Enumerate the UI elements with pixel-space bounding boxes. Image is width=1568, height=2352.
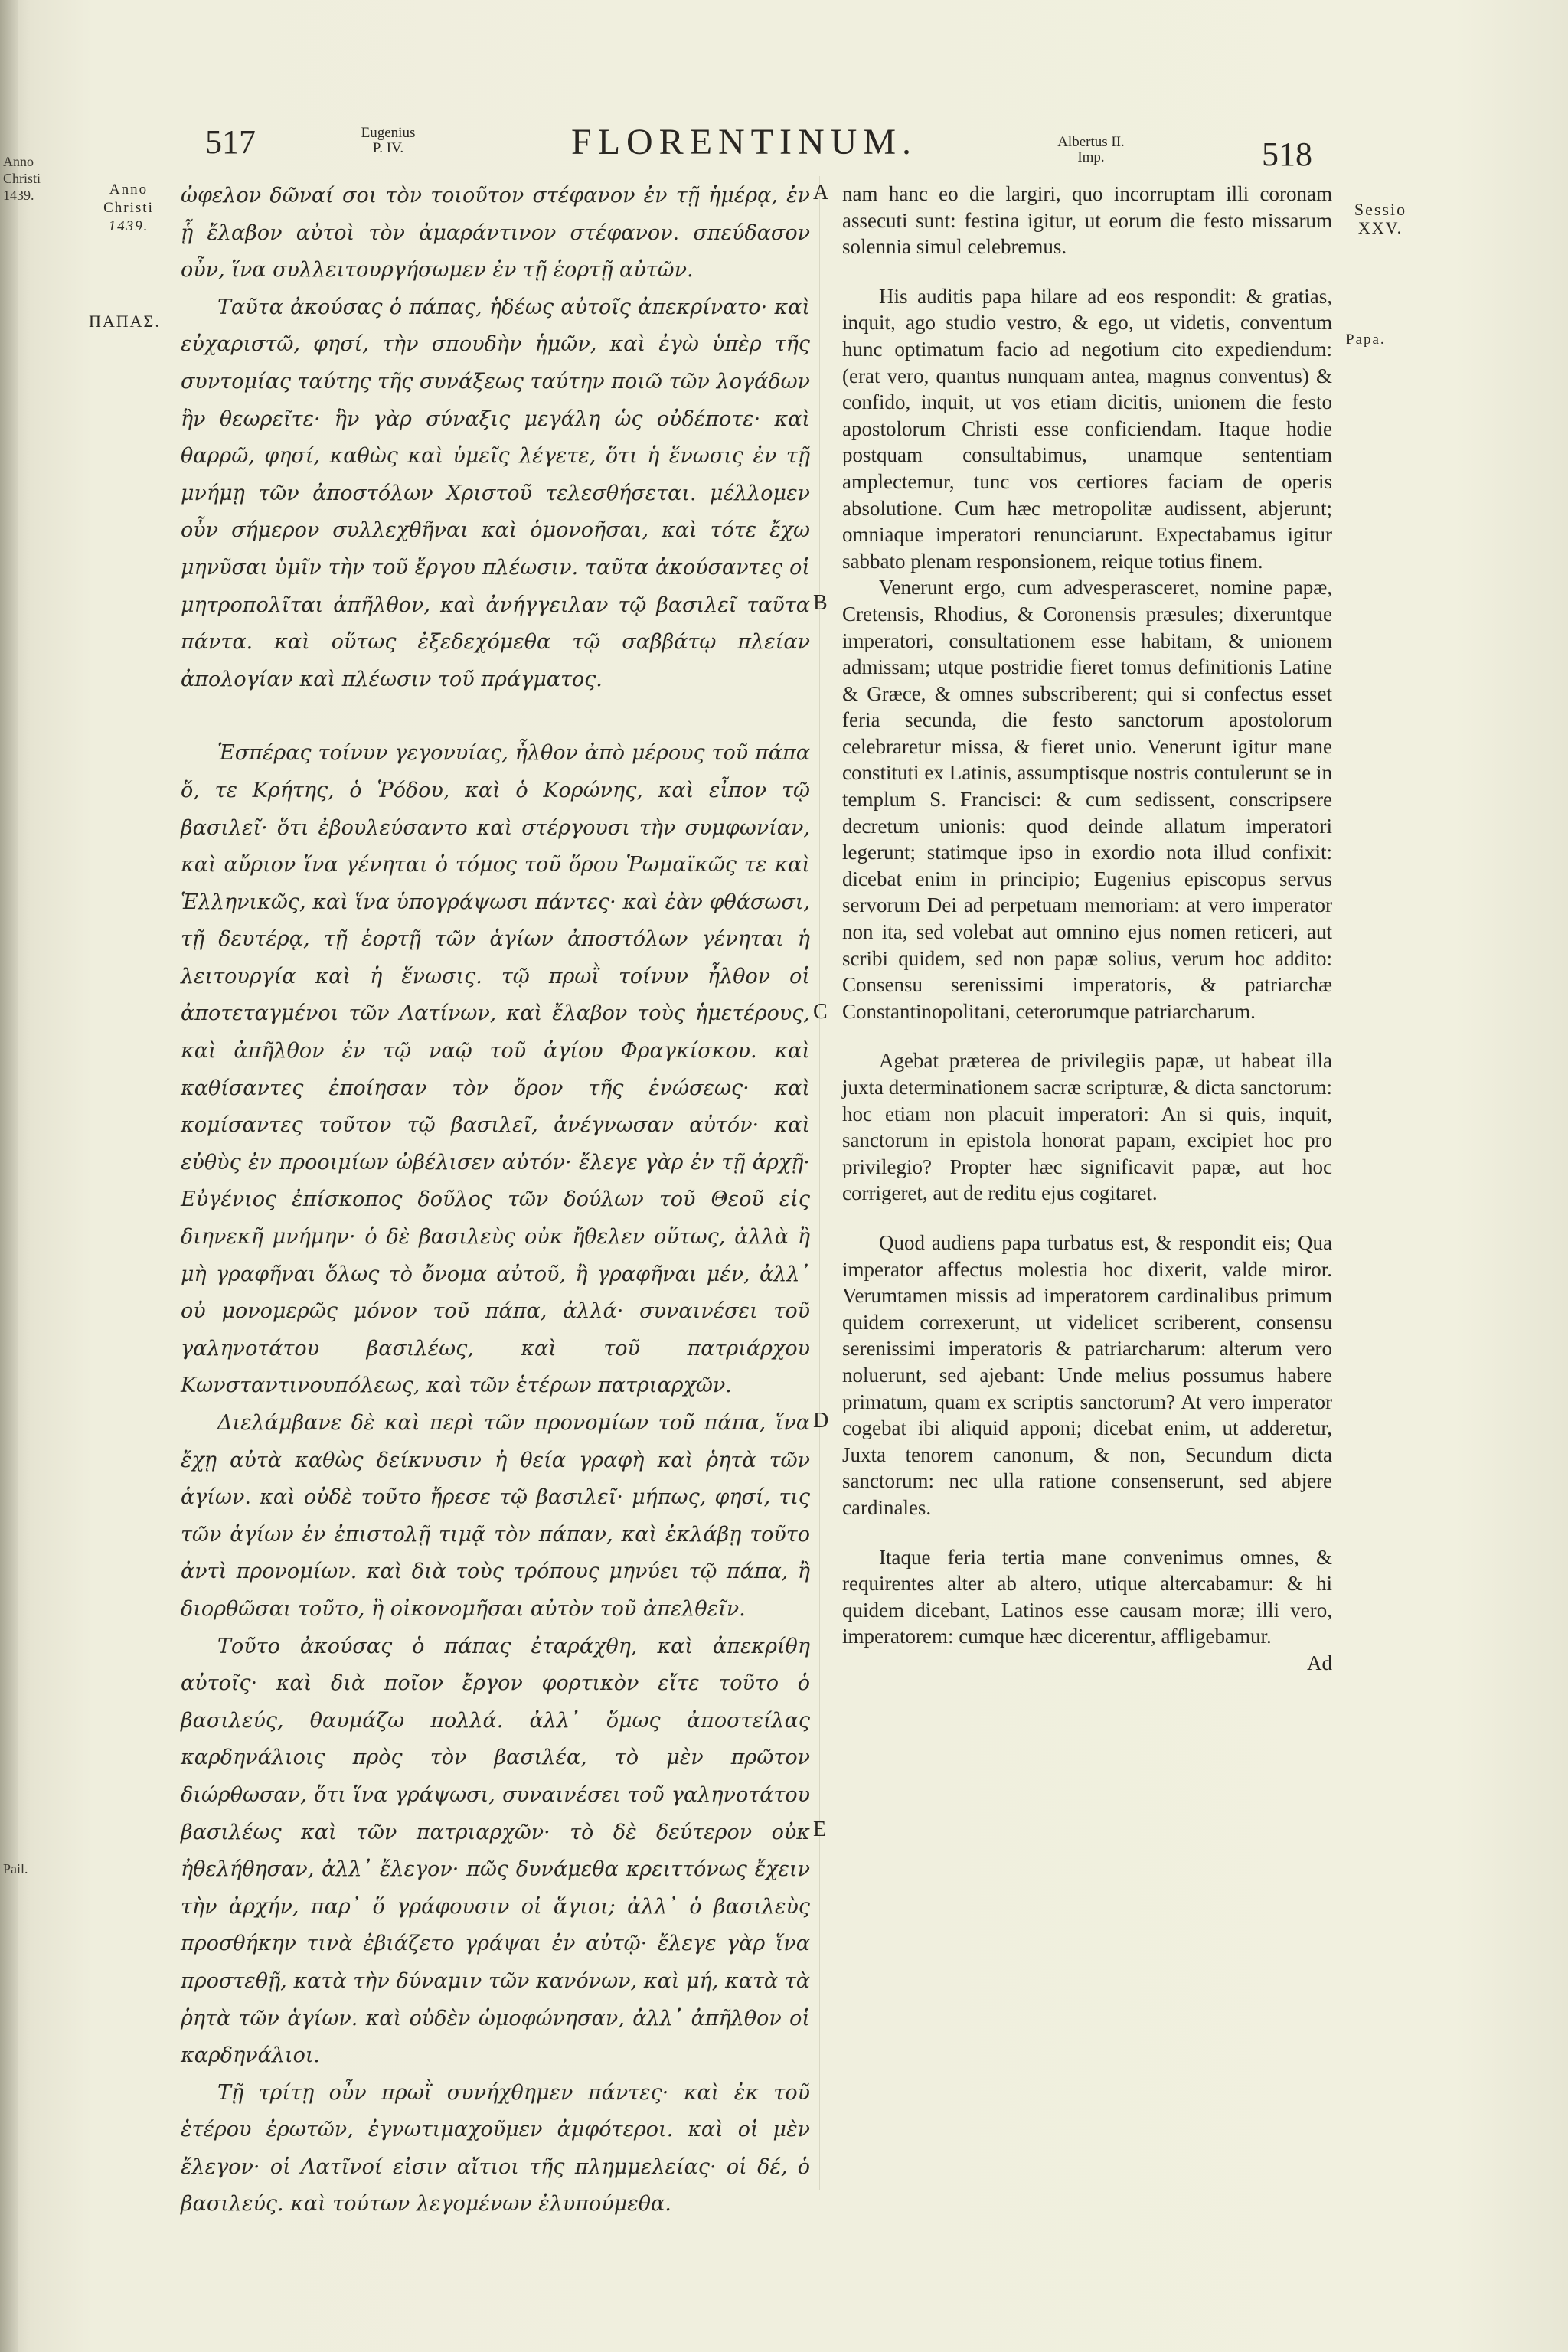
latin-paragraph: Itaque feria tertia mane convenimus omnes, & requirentes alter ab altero, utique altercabamur: & hi quidem dicebant, Latinos esse causam moræ; illi vero, imperatorem: cumque hæc dicerentur, affligebamur. (842, 1545, 1332, 1648)
section-letter-b: B (813, 591, 828, 615)
christi-label: Christi (103, 200, 154, 216)
section-letter-c: C (813, 1000, 828, 1024)
edge-line-2: Christi (3, 171, 41, 186)
emperor-title: Imp. (1077, 149, 1105, 165)
binding-edge-note (3, 153, 41, 204)
latin-paragraph: His auditis papa hilare ad eos respondit: & gratias, inquit, ago studio vestro, & ego, ut videtis, conventum hunc optimatum facio ad negotium cito expediendum: (erat vero, quantus nunquam antea, magnus conventus) & confido, inquit, ut vos etiam dicitis, unionem die festo apostolorum Christi esse conficiendam. Itaque hodie postquam consultabimus, unamque sententiam amplectemur, tunc vos certiores faciam de operis absolutione. Cum hæc metropolitæ audissent, abjerunt; omniaque imperatori renunciarunt. Expectabamus igitur sabbato plenam responsionem, reique totius finem. (842, 284, 1332, 573)
emperor-heading (1034, 135, 1148, 165)
binding-edge (0, 0, 18, 2352)
section-letter-e: E (813, 1818, 827, 1841)
latin-column (842, 181, 1332, 1676)
pope-heading (346, 126, 430, 156)
greek-paragraph: ὠφελον δῶναί σοι τὸν τοιοῦτον στέφανον ἐν τῇ ἡμέρᾳ, ἐν ᾗ ἔλαβον αὐτοὶ τὸν ἀμαράντινον στέφανον. σπεύδασον οὖν, ἵνα συλλειτουργήσωμεν ἐν τῇ ἑορτῇ αὐτῶν. (181, 184, 810, 283)
section-letter-d: D (813, 1409, 829, 1432)
edge-line-1: Anno (3, 154, 34, 169)
running-title: FLORENTINUM. (571, 122, 917, 162)
column-divider (819, 176, 820, 2190)
greek-paragraph: Ταῦτα ἀκούσας ὁ πάπας, ἡδέως αὐτοῖς ἀπεκρίνατο· καὶ εὐχαριστῶ, φησί, τὴν σπουδὴν ἡμῶν, καὶ ἐγὼ ὑπὲρ τῆς συντομίας ταύτης τῆς συνάξεως ταύτην ποιῶ τῶν λογάδων ἣν θεωρεῖτε· ἣν γὰρ σύναξις μεγάλη ὡς οὐδέποτε· καὶ θαρρῶ, φησί, καθὼς καὶ ὑμεῖς λέγετε, ὅτι ἡ ἕνωσις ἐν τῇ μνήμῃ τῶν ἀποστόλων Χριστοῦ τελεσθήσεται. μέλλομεν οὖν σήμερον συλλεχθῆναι καὶ ὁμονοῆσαι, καὶ τότε ἔχω μηνῦσαι ὑμῖν τὴν τοῦ ἔργου πλέωσιν. ταῦτα ἀκούσαντες οἱ μητροπολῖται ἀπῆλθον, καὶ ἀνήγγειλαν τῷ βασιλεῖ ταῦτα πάντα. καὶ οὕτως ἐξεδεχόμεθα τῷ σαββάτῳ πλείαν ἀπολογίαν καὶ πλέωσιν τοῦ πράγματος. (181, 295, 810, 691)
section-letter-a: A (813, 181, 829, 204)
latin-paragraph: Venerunt ergo, cum advesperasceret, nomine papæ, Cretensis, Rhodius, & Coronensis præsules; dixeruntque imperatori, consultationem esse habitam, & unionem admissam; utque postridie fieret tomus definitionis Latine & Græce, & omnes subscriberent; qui si confectus esset feria secunda, die festo sanctorum apostolorum celebraretur missa, & fieret unio. Venerunt igitur mane constituti ex Latinis, assumptisque nostris contulerunt se in templum S. Francisci: & cum sedissent, conscripsere decretum unionis: quod deinde allatum imperatori legerunt; statimque ipso in exordio nota illud confixit: dicebat enim in principio; Eugenius episcopus servus servorum Dei ad perpetuam memoriam: at vero imperator non ita, sed volebat aut omnino ejus nomen reticeri, aut scribi quidem, sed non papæ solius, verum hoc addito: Consensu serenissimi imperatoris, & patriarchæ Constantinopolitani, ceterorumque patriarcharum. (842, 576, 1332, 1023)
emperor-name: Albertus II. (1057, 134, 1125, 150)
session-margin-note (1331, 201, 1430, 237)
greek-paragraph: Ἑσπέρας τοίνυν γεγονυίας, ἦλθον ἀπὸ μέρους τοῦ πάπα ὅ, τε Κρήτης, ὁ Ῥόδου, καὶ ὁ Κορώνης, καὶ εἶπον τῷ βασιλεῖ· ὅτι ἐβουλεύσαντο καὶ στέργουσι τὴν συμφωνίαν, καὶ αὔριον ἵνα γένηται ὁ τόμος τοῦ ὅρου Ῥωμαϊκῶς τε καὶ Ἑλληνικῶς, καὶ ἵνα ὑπογράψωσι πάντες· καὶ ἐὰν φθάσωσι, τῇ δευτέρᾳ, τῇ ἑορτῇ τῶν ἁγίων ἀποστόλων γένηται ἡ λειτουργία καὶ ἡ ἕνωσις. τῷ πρωῒ τοίνυν ἦλθον οἱ ἀποτεταγμένοι τῶν Λατίνων, καὶ ἔλαβον τοὺς ἡμετέρους, καὶ ἀπῆλθον ἐν τῷ ναῷ τοῦ ἁγίου Φραγκίσκου. καὶ καθίσαντες ἐποίησαν τὸν ὅρον τῆς ἑνώσεως· καὶ κομίσαντες τοῦτον τῷ βασιλεῖ, ἀνέγνωσαν αὐτόν· καὶ εὐθὺς ἐν προοιμίων ὠβέλισεν αὐτόν· ἔλεγε γὰρ ἐν τῇ ἀρχῇ· Εὐγένιος ἐπίσκοπος δοῦλος τῶν δούλων τοῦ Θεοῦ εἰς διηνεκῆ μνήμην· ὁ δὲ βασιλεὺς οὐκ ἤθελεν οὕτως, ἀλλὰ ἢ μὴ γραφῆναι ὅλως τὸ ὄνομα αὐτοῦ, ἢ γραφῆναι μέν, ἀλλ᾽ οὐ μονομερῶς μόνον τοῦ πάπα, ἀλλά· συναινέσει τοῦ γαληνοτάτου βασιλέως, καὶ τοῦ πατριάρχου Κωνσταντινουπόλεως, καὶ τῶν ἑτέρων πατριαρχῶν. (181, 741, 810, 1398)
speaker-margin-latin: Papa. (1346, 332, 1386, 348)
latin-paragraph: Agebat præterea de privilegiis papæ, ut habeat illa juxta determinationem sacræ scripturæ, & dicta sanctorum: hoc etiam non placuit imperatori: An si quis, inquit, sanctorum in epistola honorat papam, excipiet hoc pro privilegio? Propter hæc significavit papæ, aut hoc corrigeret, aut de reditu ejus cogitaret. (842, 1049, 1332, 1205)
edge-lower-note: Pail. (3, 1861, 28, 1877)
pope-part: P. IV. (372, 140, 404, 156)
speaker-margin-greek: ΠΑΠΑΣ. (89, 312, 161, 331)
edge-line-3: 1439. (3, 188, 34, 203)
latin-paragraph: Quod audiens papa turbatus est, & respondit eis; Qua imperator affectus molestia hoc dixerit, valde miror. Verumtamen missis ad imperatorem cardinalibus primum quidem correxerunt, ut videlicet scriberent, consensu serenissimi imperatoris & patriarcharum: alterum vero noluerunt, sed ajebant: Unde melius possumus habere primatum, quam ex scriptis sanctorum? At vero imperator cogebat ibi aliquid apponi; dicebat enim, ut adderetur, Juxta tenorem canonum, & non, Secundum dicta sanctorum: nec ulla ratione consenserunt, sed abjere cardinales. (842, 1230, 1332, 1519)
greek-paragraph: Τοῦτο ἀκούσας ὁ πάπας ἐταράχθη, καὶ ἀπεκρίθη αὐτοῖς· καὶ διὰ ποῖον ἔργον φορτικὸν εἴτε τοῦτο ὁ βασιλεύς, θαυμάζω πολλά. ἀλλ᾽ ὅμως ἀποστείλας καρδηνάλιοις πρὸς τὸν βασιλέα, τὸ μὲν πρῶτον διώρθωσαν, ὅτι ἵνα γράψωσι, συναινέσει τοῦ γαληνοτάτου βασιλέως καὶ τῶν πατριαρχῶν· τὸ δὲ δεύτερον οὐκ ἠθελήθησαν, ἀλλ᾽ ἔλεγον· πῶς δυνάμεθα κρειττόνως ἔχειν τὴν ἀρχήν, παρ᾽ ὅ γράφουσιν οἱ ἅγιοι; ἀλλ᾽ ὁ βασιλεὺς προσθήκην τινὰ ἐβιάζετο γράψαι ἐν αὐτῷ· ἔλεγε γὰρ ἵνα προστεθῇ, κατὰ τὴν δύναμιν τῶν κανόνων, καὶ μή, κατὰ τὰ ῥητὰ τῶν ἁγίων. καὶ οὐδὲν ὡμοφώνησαν, ἀλλ᾽ ἀπῆλθον οἱ καρδηνάλιοι. (181, 1634, 810, 2068)
sessio-label: Sessio (1354, 200, 1407, 219)
latin-paragraph: nam hanc eo die largiri, quo incorruptam illi coronam assecuti sunt: festina igitur, ut eorum die festo missarum solennia simul celebremus. (842, 182, 1332, 259)
greek-paragraph: Τῇ τρίτῃ οὖν πρωῒ συνήχθημεν πάντες· καὶ ἐκ τοῦ ἑτέρου ἐρωτῶν, ἐγνωτιμαχοῦμεν ἀμφότεροι. καὶ οἱ μὲν ἔλεγον· οἱ Λατῖνοί εἰσιν αἴτιοι τῆς πλημμελείας· οἱ δέ, ὁ βασιλεύς. καὶ τούτων λεγομένων ἐλυπούμεθα. (181, 2080, 810, 2216)
year-margin-note (90, 181, 167, 236)
anno-label: Anno (109, 181, 149, 198)
greek-column (181, 178, 810, 2223)
catchword: Ad (1307, 1651, 1332, 1674)
year-label: 1439. (108, 218, 149, 234)
session-number: XXV. (1357, 218, 1403, 237)
page-number-right: 518 (1262, 136, 1312, 173)
greek-paragraph: Διελάμβανε δὲ καὶ περὶ τῶν προνομίων τοῦ πάπα, ἵνα ἔχῃ αὐτὰ καθὼς δείκνυσιν ἡ θεία γραφὴ καὶ ῥητὰ τῶν ἁγίων. καὶ οὐδὲ τοῦτο ἤρεσε τῷ βασιλεῖ· μήπως, φησί, τις τῶν ἁγίων ἐν ἐπιστολῇ τιμᾷ τὸν πάπαν, καὶ ἐκλάβῃ τοῦτο ἀντὶ προνομίων. καὶ διὰ τοὺς τρόπους μηνύει τῷ πάπα, ἢ διορθῶσαι τοῦτο, ἢ οἰκονομῆσαι αὐτὸν τοῦ ἀπελθεῖν. (181, 1411, 810, 1621)
page-number-left: 517 (205, 123, 256, 161)
pope-name: Eugenius (361, 125, 416, 141)
